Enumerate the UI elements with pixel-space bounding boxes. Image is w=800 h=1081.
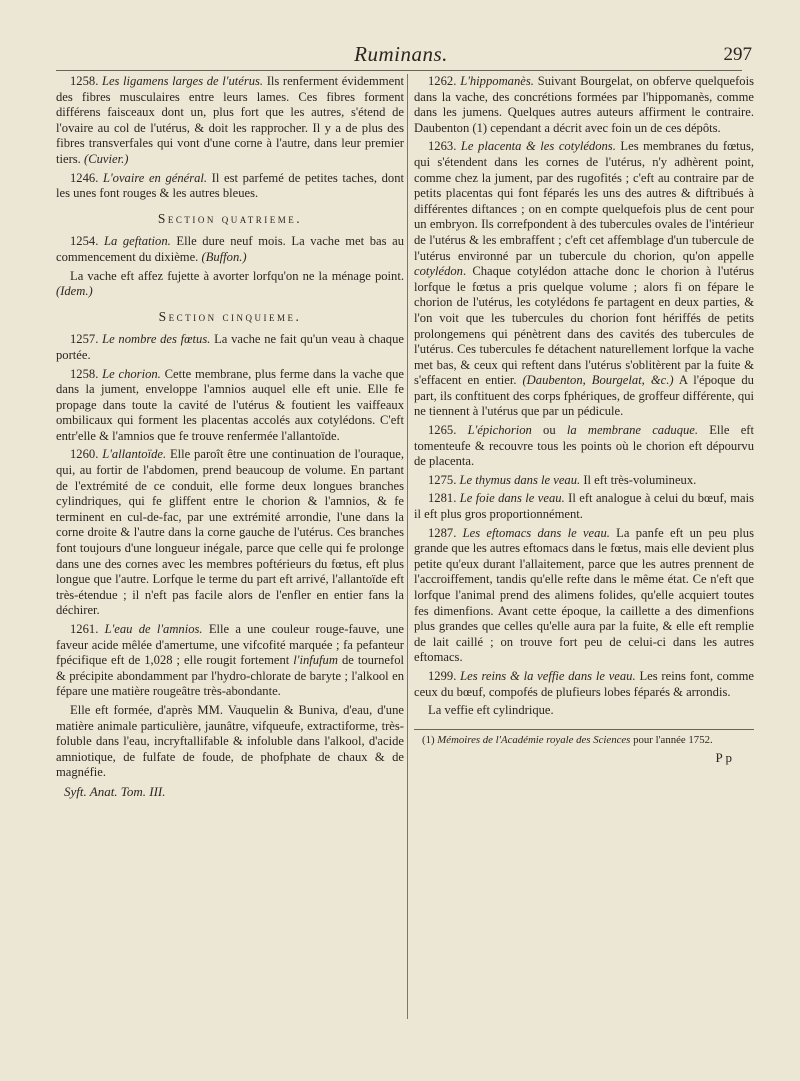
- paragraph-text: . Chaque cotylédon attache donc le chorion à l'utérus lorfque le fœtus a pris quelque volume ; alors fi on fépare le chorion de l'utérus, les cotylédons fe partagent en deux parties, & l'on voit que les tubercules du chorion font hériffés de petits prolongemens qui pénètrent dans des cavités des tubercules de l'utérus. Ces tubercules fe détachent naturellement lorfque la vache met bas, & ceux qui reftent dans l'utérus s'oblitèrent par la fuite & s'effacent en entier.: [414, 264, 754, 388]
- paragraph-avorter: [56, 269, 404, 300]
- paragraph-title: L'allantoïde.: [102, 447, 167, 462]
- paragraph-title: L'hippomanès.: [460, 74, 534, 88]
- paragraph-text: Les membranes du fœtus, qui s'étendent dans les cornes de l'utérus, n'y adhèrent point, comme chez la jument, par des rugofités ; c'eft au contraire par de petits placentas qui font féparés les uns des autres & diftribués à différentes diftances ; on en compte quelquefois plus de cent pour un embryon. Ils correfpondent à des tubercules ovales de l'intérieur de l'utérus & les embraffent ; c'eft cet affemblage d'un tubercule de l'utérus environné par un tubercule du chorion, qu'on appelle: [414, 139, 755, 263]
- italic-term: cotylédon: [414, 264, 463, 279]
- footnote-source: Mémoires de l'Académie royale des Sciences: [437, 733, 631, 746]
- paragraph-1299-reins: [414, 669, 754, 700]
- running-title: Ruminans.: [354, 42, 448, 66]
- paragraph-1287-estomacs: [414, 526, 754, 666]
- page-number: 297: [723, 44, 752, 65]
- paragraph-text: Les reins font, comme ceux du bœuf, compofés de plufieurs lobes féparés & arrondis.: [414, 668, 755, 699]
- paragraph-text: La veffie eft cylindrique.: [428, 703, 554, 718]
- paragraph-1246-ovaire: [56, 171, 404, 202]
- paragraph-1262-hippomanes: [414, 74, 754, 136]
- paragraph-title: L'eau de l'amnios.: [104, 622, 203, 636]
- header-rule: [56, 70, 742, 71]
- paragraph-number: 1258.: [70, 366, 99, 381]
- paragraph-1261-eau-amnios: [56, 622, 404, 700]
- paragraph-text: Elle dure neuf mois. La vache met bas au commencement du dixième.: [56, 234, 405, 264]
- paragraph-1258-chorion: [56, 367, 404, 445]
- paragraph-1265-epichorion: [414, 423, 754, 470]
- paragraph-title: Le foie dans le veau.: [459, 491, 565, 506]
- paragraph-text: de tournefol & précipite abondamment par l'hydro-chlorate de baryte ; l'alkool en fépare une matière rougeâtre très-abondante.: [56, 653, 404, 699]
- paragraph-text: La vache eft affez fujette à avorter lorfqu'on ne la ménage point.: [70, 268, 404, 283]
- paragraph-text: La panfe eft un peu plus grande que les autres eftomacs dans le fœtus, mais elle devient plus petite qu'eux durant l'allaitement, parce que les autres prennent de l'accroiffement, tandis qu'elle refte dans le même état. Ce n'eft que lorfque l'animal prend des alimens folides, qu'elle acquiert toutes fes dimenfions. Avant cette époque, la caillette a des dimenfions plus grandes que celles qu'elle aura par la fuite, & elle eft remplie de lait caillé ; on trouve fort peu de celui-ci dans les autres eftomacs.: [414, 525, 754, 665]
- italic-term: l'infufum: [293, 653, 338, 668]
- footnote-mark: (1): [422, 733, 435, 746]
- paragraph-number: 1299.: [428, 668, 457, 683]
- paragraph-1258-ligaments: [56, 74, 404, 168]
- paragraph-composition: [56, 703, 404, 781]
- paragraph-number: 1265.: [428, 423, 457, 438]
- paragraph-number: 1260.: [70, 447, 99, 462]
- paragraph-text: La vache ne fait qu'un veau à chaque portée.: [56, 332, 404, 362]
- section-heading-quatrieme: Section quatrieme.: [157, 210, 303, 226]
- paragraph-1254-gestation: [56, 234, 404, 265]
- paragraph-1281-foie: [414, 491, 754, 522]
- paragraph-number: 1246.: [70, 170, 99, 185]
- paragraph-text: Elle a une couleur rouge-fauve, une faveur acide mêlée d'amertume, une vifcofité marquée ; fa pefanteur fpécifique eft de 1,028 ; elle rougit fortement: [56, 622, 405, 668]
- footnote-text: pour l'année 1752.: [630, 733, 713, 746]
- paragraph-title: La geftation.: [103, 234, 171, 249]
- paragraph-vessie: [414, 703, 754, 719]
- paragraph-number: 1263.: [428, 139, 457, 154]
- paragraph-1275-thymus: [414, 473, 754, 489]
- footnote-rule: [414, 729, 754, 730]
- paragraph-number: 1281.: [428, 491, 457, 506]
- citation: (Buffon.): [201, 249, 247, 264]
- paragraph-title: Les eftomacs dans le veau.: [462, 525, 610, 540]
- paragraph-number: 1261.: [70, 622, 99, 636]
- citation: (Cuvier.): [84, 151, 129, 166]
- right-column: [414, 74, 754, 765]
- paragraph-text: Suivant Bourgelat, on obferve quelquefois dans la vache, des concrétions formées par l'hippomanès, comme dans les jumens. Quelques autres auteurs affirment le contraire. Daubenton (1) cependant a décrit avec foin un de ces dépôts.: [414, 74, 754, 135]
- paragraph-1257-foetus: [56, 332, 404, 363]
- paragraph-1260-allantoide: [56, 447, 404, 619]
- paragraph-title: L'ovaire en général.: [102, 170, 208, 185]
- paragraph-text: Il est parfemé de petites taches, dont les unes font rouges & les autres bleues.: [56, 170, 404, 201]
- paragraph-text: Il eft analogue à celui du bœuf, mais il eft plus gros proportionnément.: [414, 491, 754, 522]
- paragraph-title: Le thymus dans le veau.: [459, 472, 581, 487]
- paragraph-text: ou: [531, 423, 567, 438]
- paragraph-title: Le nombre des fœtus.: [102, 332, 211, 347]
- signature-line: Syft. Anat. Tom. III.: [64, 783, 166, 799]
- paragraph-title: Les reins & la veffie dans le veau.: [460, 668, 636, 683]
- citation: (Idem.): [56, 284, 93, 299]
- paragraph-text: Elle eft formée, d'après MM. Vauquelin & Buniva, d'eau, d'une matière animale particulière, jaunâtre, vifqueufe, extractiforme, très-foluble dans l'eau, incryftallifable & infoluble dans l'alkool, d'acide amniotique, de fulfate de foude, de phofphate de chaux & de magnéfie.: [56, 702, 404, 780]
- paragraph-number: 1254.: [70, 234, 99, 249]
- paragraph-text: Elle eft tomenteufe & recouvre tous les points où le chorion eft dépourvu de placenta.: [414, 423, 755, 469]
- paragraph-text: Il eft très-volumineux.: [580, 472, 697, 487]
- paragraph-title: la membrane caduque.: [566, 423, 699, 438]
- paragraph-text: Elle paroît être une continuation de l'ouraque, qui, au fortir de l'abdomen, prend beaucoup de volume. En partant de l'extrémité de ce conduit, elle forme deux longues branches cylindriques, qui fe gliffent entre le chorion & l'amnios, & fe terminent en cul-de-fac, par une extrémité arrondie, l'une dans la corne droite & l'autre dans la corne gauche de l'utérus. Ces branches font toujours d'une longueur inégale, parce que celle qui fe prolonge dans une des cornes avec les membres poftérieurs du fœtus, eft plus longue que l'autre. Lorfque le terme du part eft arrivé, l'allantoïde eft très-étendue ; il n'eft pas facile alors de l'enfler en entier fans la déchirer.: [56, 447, 404, 618]
- paragraph-title: Le placenta & les cotylédons.: [460, 139, 616, 154]
- column-divider: [407, 74, 408, 1019]
- book-page: [38, 30, 764, 1060]
- paragraph-number: 1258.: [70, 74, 99, 88]
- paragraph-title: Les ligamens larges de l'utérus.: [101, 74, 264, 88]
- paragraph-title: Le chorion.: [102, 366, 161, 381]
- paragraph-text: A l'époque du part, ils conftituent des corps fphériques, de groffeur différente, qui ne tiennent à l'utérus que par un pédicule.: [414, 373, 754, 419]
- paragraph-1263-placenta: [414, 139, 754, 420]
- paragraph-text: Ils renferment évidemment des fibres musculaires entre leurs lames. Ces fibres forment différens faisceaux dont un, plus fort que les autres, s'étend de l'ovaire au col de l'utérus, & doit les rapprocher. Il y a de plus des fibres transverfales qui vont d'une corne à l'autre, dans leur premier tiers.: [56, 74, 404, 166]
- paragraph-title: L'épichorion: [467, 423, 532, 438]
- paragraph-text: Cette membrane, plus ferme dans la vache que dans la jument, enveloppe l'amnios auquel elle eft unie. Elle fe propage dans toute la cavité de l'utérus & foutient les vaiffeaux ombilicaux qui forment les placentas accolés aux cotylédons. C'eft entr'elle & l'amnios que fe trouve renfermée l'allantoïde.: [56, 366, 404, 443]
- paragraph-number: 1262.: [428, 74, 457, 88]
- printer-signature: P p: [715, 749, 732, 765]
- running-head: [38, 42, 764, 72]
- left-column: [56, 74, 404, 800]
- footnote: [414, 734, 754, 747]
- paragraph-number: 1257.: [70, 332, 99, 347]
- paragraph-number: 1287.: [428, 525, 457, 540]
- paragraph-number: 1275.: [428, 472, 457, 487]
- citation: (Daubenton, Bourgelat, &c.): [522, 373, 674, 388]
- section-heading-cinquieme: Section cinquieme.: [158, 308, 302, 324]
